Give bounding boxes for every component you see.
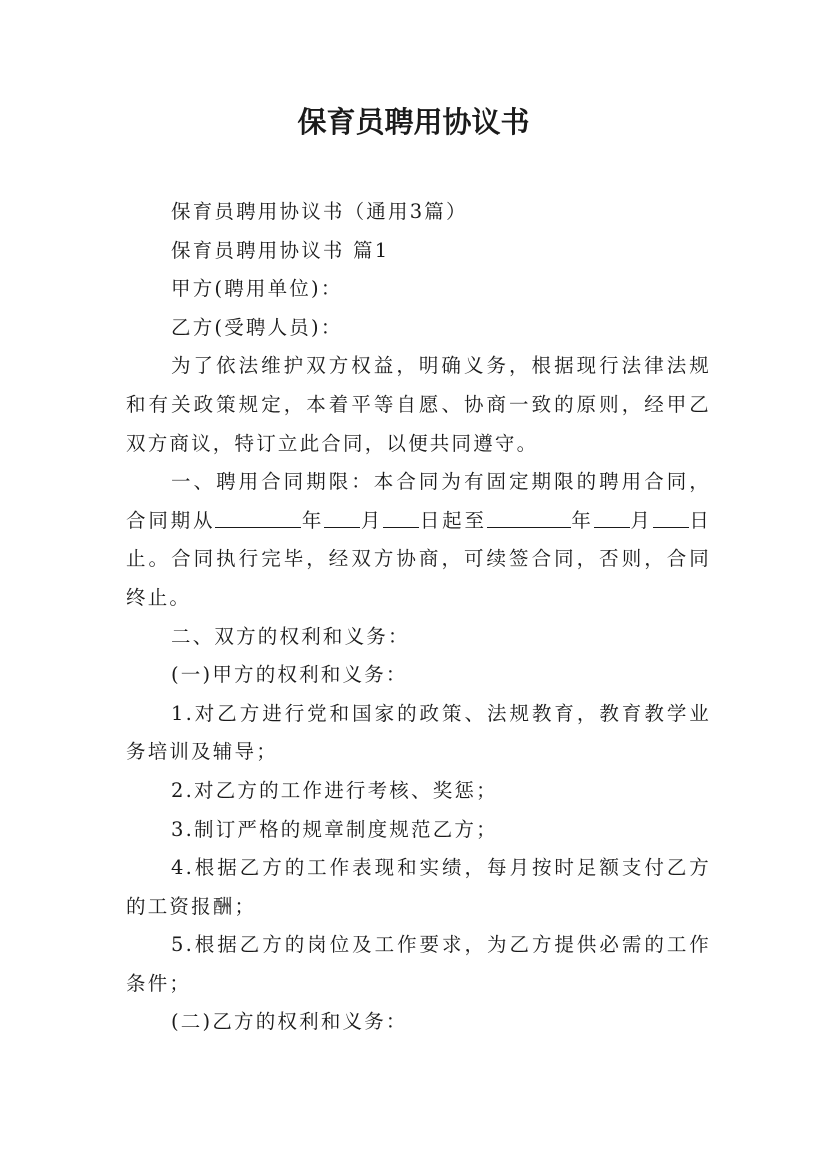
term-text-year-2: 年 (570, 508, 594, 532)
paragraph-item-5: 5.根据乙方的岗位及工作要求，为乙方提供必需的工作条件； (126, 933, 711, 995)
paragraph-item-1: 1.对乙方进行党和国家的政策、法规教育，教育教学业务培训及辅导； (126, 701, 711, 764)
term-text-intro: 一、聘用合同期限：本合同为有固定期限的聘用合同，合同期从 (126, 470, 711, 532)
end-month-blank (594, 503, 630, 528)
term-text-month-2: 月 (629, 508, 653, 532)
term-text-end: 日止。合同执行完毕，经双方协商，可续签合同，否则，合同终止。 (126, 508, 712, 609)
paragraph-party-b-rights-heading: (二)乙方的权利和义务： (171, 1010, 408, 1034)
paragraph-preamble: 为了依法维护双方权益，明确义务，根据现行法律法规和有关政策规定，本着平等自愿、协商一致的原则，经甲乙双方商议，特订立此合同，以便共同遵守。 (126, 354, 711, 455)
paragraph-section-heading: 保育员聘用协议书 篇1 (171, 238, 390, 262)
paragraph-party-a-rights-heading: (一)甲方的权利和义务： (171, 663, 408, 687)
paragraph-item-3: 3.制订严格的规章制度规范乙方； (171, 817, 498, 841)
paragraph-contract-term (126, 463, 711, 617)
document-body (126, 193, 711, 1042)
end-day-blank (653, 503, 689, 528)
paragraph-party-a: 甲方(聘用单位)： (171, 277, 343, 301)
paragraph-party-b: 乙方(受聘人员)： (171, 315, 343, 339)
document-title: 保育员聘用协议书 (297, 105, 530, 139)
paragraph-rights-heading: 二、双方的权利和义务： (171, 624, 410, 648)
term-text-year: 年 (301, 508, 325, 532)
paragraph-subtitle: 保育员聘用协议书（通用3篇） (171, 200, 468, 223)
end-year-blank (487, 503, 571, 528)
paragraph-item-2: 2.对乙方的工作进行考核、奖惩； (171, 778, 498, 802)
term-text-day-to: 日起至 (419, 508, 487, 532)
start-day-blank (383, 503, 419, 528)
term-text-month: 月 (360, 508, 384, 532)
start-month-blank (324, 503, 360, 528)
paragraph-item-4: 4.根据乙方的工作表现和实绩，每月按时足额支付乙方的工资报酬； (126, 856, 711, 918)
start-year-blank (215, 503, 301, 528)
